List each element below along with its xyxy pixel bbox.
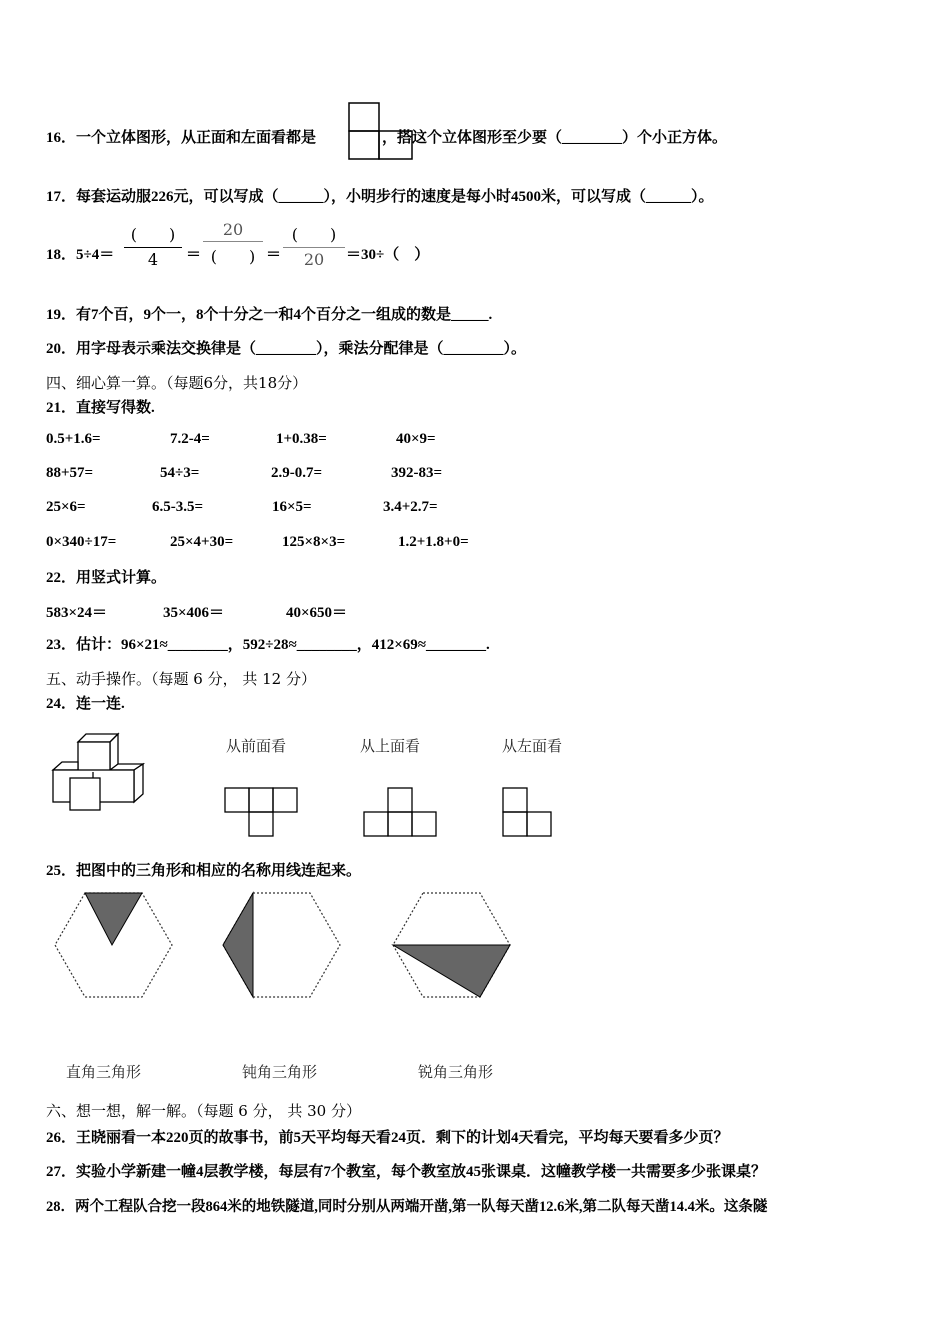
- q16-text-after: ，搭这个立体图形至少要（________）个小正方体。: [382, 130, 728, 146]
- cube-stack-figure: [48, 732, 153, 814]
- calc-item: 1+0.38=: [276, 431, 327, 447]
- q18-f3-denominator: 20: [303, 250, 325, 269]
- question-27: 27．实验小学新建一幢4层教学楼，每层有7个教室，每个教室放45张课桌．这幢教学楼一共需要多少张课桌？: [46, 1164, 767, 1180]
- q18-suffix: ＝30÷（ ）: [346, 247, 430, 263]
- calc-item: 2.9-0.7=: [271, 465, 323, 481]
- hexagon-figure-3: [388, 890, 514, 1002]
- question-23: 23．估计：96×21≈________，592÷28≈________，412×69≈________.: [46, 637, 490, 653]
- view-shape-3: [500, 786, 560, 840]
- q18-equals-2: ＝: [266, 247, 282, 263]
- q16-text-before: 16．一个立体图形，从正面和左面看都是: [46, 130, 317, 146]
- q18-f3-numerator: ( ): [291, 225, 337, 244]
- calc-item: 40×9=: [396, 431, 436, 447]
- triangle-name-acute: 锐角三角形: [418, 1063, 494, 1081]
- question-19: 19．有7个百，9个一，8个十分之一和4个百分之一组成的数是_____.: [46, 307, 493, 323]
- calc-item: 3.4+2.7=: [383, 499, 438, 515]
- calc-item: 25×6=: [46, 499, 86, 515]
- triangle-name-right: 直角三角形: [66, 1063, 142, 1081]
- q21-title: 21．直接写得数.: [46, 400, 155, 416]
- calc-item: 6.5-3.5=: [152, 499, 204, 515]
- calc-item: 0.5+1.6=: [46, 431, 101, 447]
- q22-item: 583×24＝: [46, 605, 108, 621]
- q18-fraction-1: [124, 222, 182, 269]
- calc-item: 1.2+1.8+0=: [398, 534, 469, 550]
- view-shape-1: [222, 786, 302, 840]
- calc-item: 125×8×3=: [282, 534, 346, 550]
- q18-f2-denominator: ( ): [210, 247, 256, 266]
- q18-prefix: 18．5÷4＝: [46, 247, 115, 263]
- calc-item: 54÷3=: [160, 465, 200, 481]
- calc-item: 16×5=: [272, 499, 312, 515]
- section-4-title: 四、细心算一算。（每题6分，共18分）: [46, 374, 308, 392]
- q25-title: 25．把图中的三角形和相应的名称用线连起来。: [46, 863, 362, 879]
- q22-item: 40×650＝: [286, 605, 348, 621]
- calc-item: 7.2-4=: [170, 431, 210, 447]
- calc-item: 88+57=: [46, 465, 94, 481]
- q18-fraction-2: [203, 220, 263, 267]
- q24-title: 24．连一连.: [46, 696, 125, 712]
- view-label-top: 从上面看: [360, 737, 421, 755]
- calc-item: 0×340÷17=: [46, 534, 117, 550]
- q18-equals-1: ＝: [186, 247, 202, 263]
- section-6-title: 六、想一想，解一解。（每题 6 分， 共 30 分）: [46, 1102, 361, 1120]
- question-17: 17．每套运动服226元，可以写成（______），小明步行的速度是每小时4500米，可以写成（______）。: [46, 189, 714, 205]
- view-label-left: 从左面看: [502, 737, 563, 755]
- calc-item: 25×4+30=: [170, 534, 234, 550]
- q18-f2-numerator: 20: [222, 220, 244, 239]
- q22-item: 35×406＝: [163, 605, 225, 621]
- question-28: 28．两个工程队合挖一段864米的地铁隧道,同时分别从两端开凿,第一队每天凿12.6米,第二队每天凿14.4米。这条隧: [46, 1199, 768, 1215]
- hexagon-figure-1: [50, 890, 176, 1002]
- section-5-title: 五、动手操作。（每题 6 分， 共 12 分）: [46, 670, 316, 688]
- q16-shape-figure: [348, 102, 416, 162]
- q18-fraction-3: [283, 222, 345, 269]
- triangle-name-obtuse: 钝角三角形: [242, 1063, 318, 1081]
- view-shape-2: [361, 786, 441, 840]
- question-20: 20．用字母表示乘法交换律是（________），乘法分配律是（________）。: [46, 341, 527, 357]
- question-26: 26．王晓丽看一本220页的故事书，前5天平均每天看24页．剩下的计划4天看完，平均每天要看多少页？: [46, 1130, 729, 1146]
- view-label-front: 从前面看: [226, 737, 287, 755]
- q18-f1-numerator: ( ): [130, 225, 176, 244]
- q22-title: 22．用竖式计算。: [46, 570, 167, 586]
- q18-f1-denominator: 4: [147, 250, 159, 269]
- hexagon-figure-2: [218, 890, 344, 1002]
- calc-item: 392-83=: [391, 465, 443, 481]
